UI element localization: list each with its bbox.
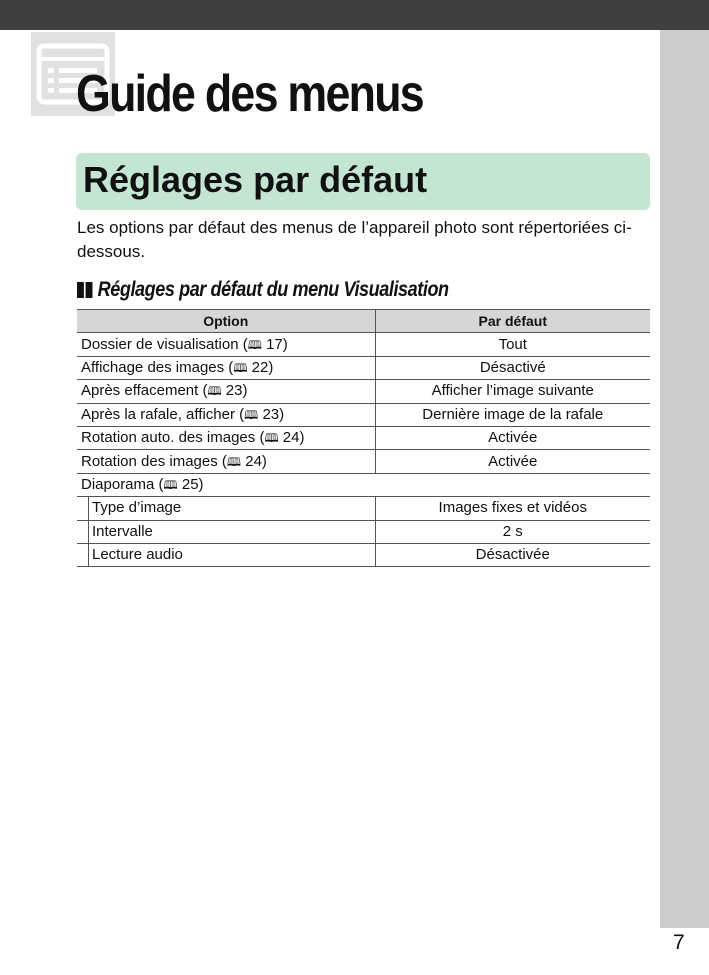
table-row [77, 426, 650, 449]
side-tab-strip [660, 30, 709, 928]
book-icon: 🕮 [244, 407, 259, 422]
option-cell: Rotation auto. des images (🕮 24) [77, 426, 375, 449]
section-marker-icon [77, 282, 92, 298]
subsection-heading [77, 276, 449, 304]
sub-option-cell: Lecture audio [77, 543, 375, 566]
book-icon: 🕮 [233, 360, 248, 375]
table-subrow [77, 520, 650, 543]
table-subrow [77, 543, 650, 566]
book-icon: 🕮 [207, 384, 222, 399]
book-icon: 🕮 [226, 454, 242, 469]
value-cell: Images fixes et vidéos [375, 497, 650, 520]
sub-option-cell: Intervalle [77, 520, 375, 543]
intro-paragraph: Les options par défaut des menus de l’appareil photo sont répertoriées ci-dessous. [77, 218, 632, 261]
option-cell: Après effacement (🕮 23) [77, 380, 375, 403]
value-cell: Activée [375, 426, 650, 449]
defaults-table [77, 309, 650, 567]
table-row [77, 356, 650, 379]
table-row [77, 403, 650, 426]
value-cell: Activée [375, 450, 650, 473]
table-row [77, 380, 650, 403]
option-cell: Après la rafale, afficher (🕮 23) [77, 403, 375, 426]
value-cell: Désactivé [375, 356, 650, 379]
section-header [76, 153, 650, 210]
page-number: 7 [673, 931, 685, 954]
book-icon: 🕮 [247, 337, 262, 352]
option-cell: Dossier de visualisation (🕮 17) [77, 333, 375, 356]
column-header-option: Option [77, 310, 375, 333]
value-cell: Désactivée [375, 543, 650, 566]
top-bar [0, 0, 709, 30]
table-row [77, 333, 650, 356]
book-icon: 🕮 [264, 431, 279, 446]
table-subrow [77, 497, 650, 520]
value-cell: Dernière image de la rafale [375, 403, 650, 426]
sub-option-cell: Type d’image [77, 497, 375, 520]
table-row [77, 450, 650, 473]
table-group-row [77, 473, 650, 496]
value-cell: Tout [375, 333, 650, 356]
table-header-row [77, 310, 650, 333]
subsection-title: Réglages par défaut du menu Visualisation [97, 278, 449, 301]
book-icon: 🕮 [163, 477, 178, 492]
section-title: Réglages par défaut [83, 159, 428, 200]
option-cell: Affichage des images (🕮 22) [77, 356, 375, 379]
group-cell: Diaporama (🕮 25) [77, 473, 650, 496]
value-cell: 2 s [375, 520, 650, 543]
column-header-default: Par défaut [375, 310, 650, 333]
value-cell: Afficher l’image suivante [375, 380, 650, 403]
page-title: Guide des menus [76, 65, 423, 123]
option-cell: Rotation des images (🕮 24) [77, 450, 375, 473]
